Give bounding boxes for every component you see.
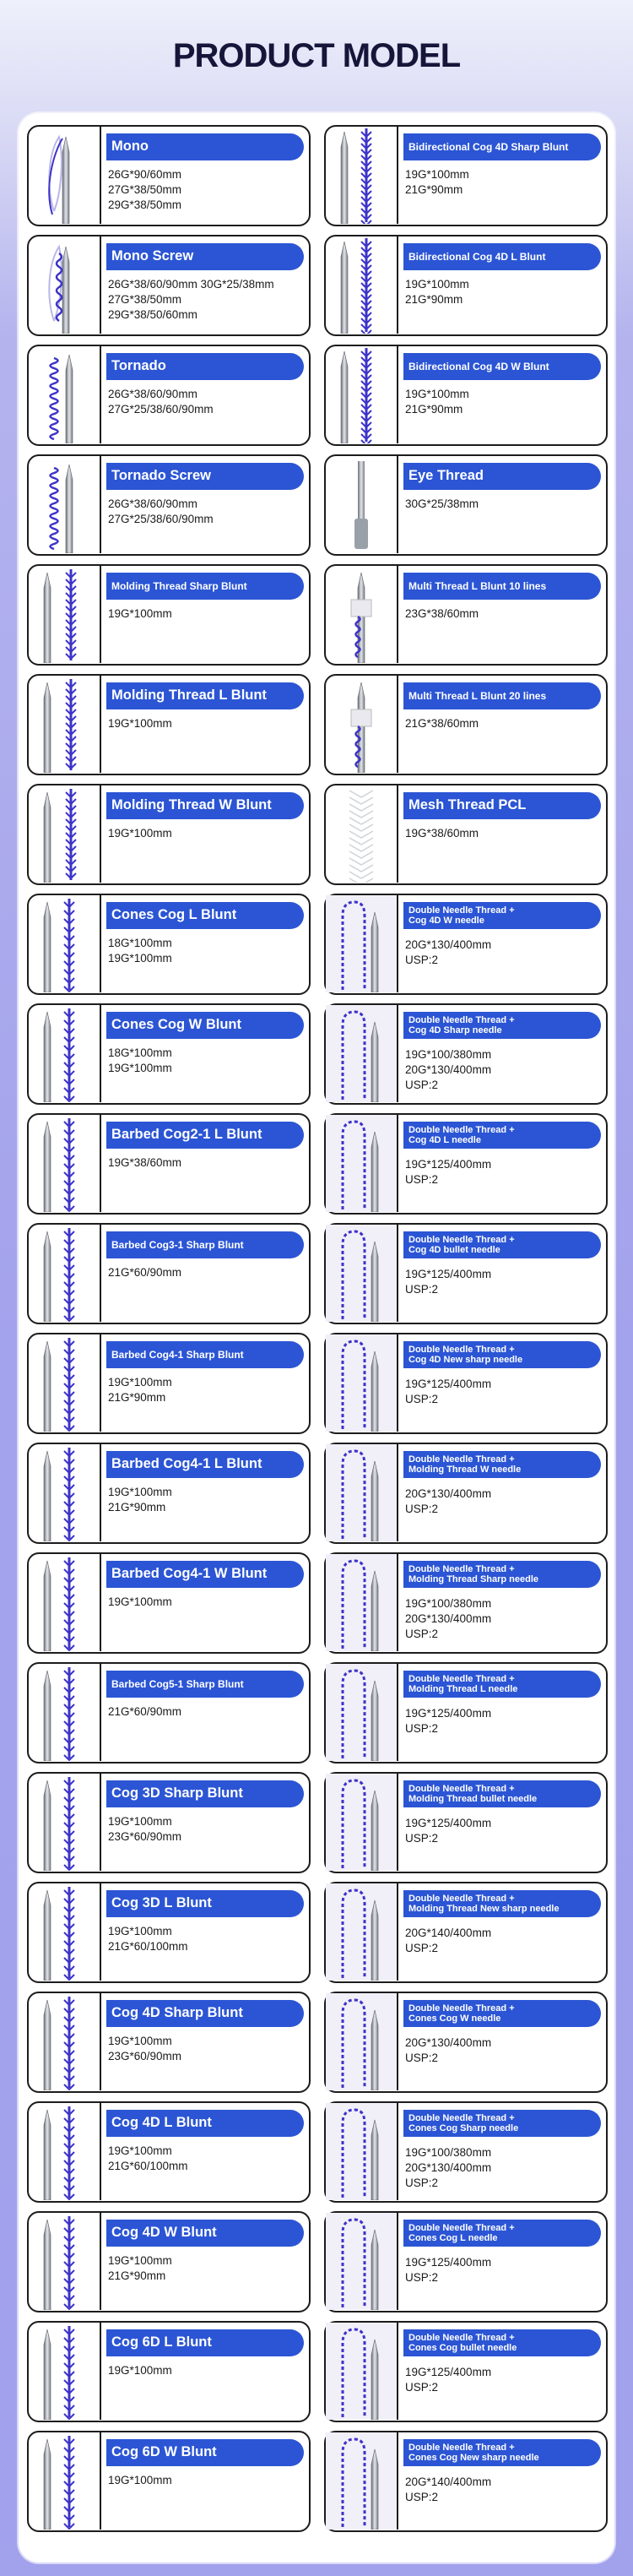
cog-4d-sharp-icon — [29, 1993, 101, 2090]
product-specs — [405, 1596, 608, 1642]
product-name: Mesh Thread PCL — [403, 792, 601, 819]
spec-line: 21G*60/100mm — [108, 2160, 188, 2172]
product-name: Molding Thread L Blunt — [106, 682, 304, 709]
product-panel — [19, 113, 614, 2562]
product-specs — [108, 606, 311, 622]
barbed-cog-w-icon — [29, 1554, 101, 1651]
product-card-cog-6d-w-blunt — [27, 2431, 311, 2532]
barbed-cog-sharp-icon — [29, 1225, 101, 1322]
double-needle-cones-icon — [326, 2103, 398, 2200]
spec-line: 21G*90mm — [405, 293, 463, 306]
double-needle-cog-icon — [326, 895, 398, 992]
spec-line: 19G*100mm — [108, 1376, 172, 1389]
product-name: Double Needle Thread + Molding Thread W needle — [403, 1451, 601, 1478]
product-card-double-needle-thread-molding-thread-l-needle — [324, 1662, 608, 1764]
product-card-barbed-cog2-1-l-blunt — [27, 1113, 311, 1215]
spec-line: 27G*25/38/60/90mm — [108, 513, 214, 525]
spec-line: 19G*100/380mm — [405, 1048, 492, 1061]
product-specs — [405, 1047, 608, 1093]
barbed-cog-l-icon — [29, 1115, 101, 1212]
product-specs — [108, 1046, 311, 1076]
spec-line: 19G*125/400mm — [405, 2256, 492, 2269]
spec-line: 20G*130/400mm — [405, 1612, 492, 1625]
product-card-barbed-cog4-1-l-blunt — [27, 1443, 311, 1544]
multi-thread-10-icon — [326, 566, 398, 663]
product-specs — [405, 1706, 608, 1736]
product-card-cog-4d-w-blunt — [27, 2211, 311, 2312]
product-card-bidirectional-cog-4d-w-blunt — [324, 345, 608, 446]
spec-line: USP:2 — [405, 1942, 439, 1954]
product-specs — [405, 2255, 608, 2285]
product-name: Double Needle Thread + Cones Cog W needle — [403, 2000, 601, 2027]
bidirectional-cog-sharp-icon — [326, 127, 398, 224]
product-specs — [108, 1814, 311, 1845]
product-card-tornado-screw — [27, 454, 311, 556]
spec-line: 19G*125/400mm — [405, 1817, 492, 1829]
product-name: Cog 4D L Blunt — [106, 2110, 304, 2137]
spec-line: 19G*38/60mm — [405, 827, 479, 840]
spec-line: 20G*130/400mm — [405, 1487, 492, 1500]
double-needle-molding-icon — [326, 1774, 398, 1871]
spec-line: 19G*100/380mm — [405, 1597, 492, 1610]
molding-thread-sharp-icon — [29, 566, 101, 663]
product-specs — [405, 1926, 608, 1956]
product-specs — [405, 606, 608, 622]
spec-line: 19G*125/400mm — [405, 1378, 492, 1390]
spec-line: 21G*90mm — [405, 403, 463, 416]
product-name: Double Needle Thread + Cog 4D bullet needle — [403, 1231, 601, 1258]
spec-line: 26G*38/60/90mm — [108, 388, 197, 400]
spec-line: 26G*38/60/90mm — [108, 497, 197, 510]
product-card-cog-4d-l-blunt — [27, 2101, 311, 2203]
spec-line: 19G*100mm — [108, 717, 172, 730]
spec-line: 20G*130/400mm — [405, 1063, 492, 1076]
double-needle-molding-icon — [326, 1664, 398, 1761]
product-name: Barbed Cog5-1 Sharp Blunt — [106, 1671, 304, 1698]
product-specs — [108, 1375, 311, 1405]
double-needle-molding-icon — [326, 1883, 398, 1981]
product-card-double-needle-thread-cog-4d-sharp-needle — [324, 1003, 608, 1105]
cog-4d-l-icon — [29, 2103, 101, 2200]
double-needle-cog-icon — [326, 1225, 398, 1322]
mono-screw-thread-icon — [29, 236, 101, 334]
eye-thread-icon — [326, 456, 398, 553]
product-name: Mono — [106, 133, 304, 160]
product-name: Double Needle Thread + Cog 4D L needle — [403, 1122, 601, 1149]
bidirectional-cog-l-icon — [326, 236, 398, 334]
spec-line: USP:2 — [405, 2177, 439, 2189]
product-card-mono — [27, 125, 311, 226]
spec-line: USP:2 — [405, 2381, 439, 2394]
mesh-thread-icon — [326, 785, 398, 883]
spec-line: 19G*100mm — [108, 2474, 172, 2486]
spec-line: USP:2 — [405, 1832, 439, 1845]
product-card-cones-cog-l-blunt — [27, 894, 311, 995]
product-card-cog-6d-l-blunt — [27, 2321, 311, 2422]
product-name: Double Needle Thread + Cog 4D Sharp needle — [403, 1012, 601, 1039]
spec-line: 30G*25/38mm — [405, 497, 479, 510]
spec-line: 19G*100mm — [108, 607, 172, 620]
product-card-multi-thread-l-blunt-10-lines — [324, 564, 608, 666]
product-name: Double Needle Thread + Cones Cog New sharp needle — [403, 2439, 601, 2466]
barbed-cog-sharp-icon — [29, 1334, 101, 1432]
product-name: Tornado Screw — [106, 463, 304, 490]
spec-line: 21G*90mm — [108, 2269, 166, 2282]
product-name: Barbed Cog3-1 Sharp Blunt — [106, 1231, 304, 1258]
product-card-mono-screw — [27, 235, 311, 336]
product-specs — [108, 1595, 311, 1610]
product-card-eye-thread — [324, 454, 608, 556]
spec-line: 29G*38/50/60mm — [108, 308, 197, 321]
spec-line: 19G*100mm — [108, 1815, 172, 1828]
product-card-double-needle-thread-cones-cog-new-sharp-needle — [324, 2431, 608, 2532]
product-specs — [405, 1377, 608, 1407]
product-specs — [405, 1267, 608, 1297]
spec-line: 19G*38/60mm — [108, 1156, 182, 1169]
spec-line: 23G*60/90mm — [108, 2050, 182, 2062]
product-specs — [405, 277, 608, 307]
product-card-double-needle-thread-cones-cog-bullet-needle — [324, 2321, 608, 2422]
double-needle-molding-icon — [326, 1554, 398, 1651]
spec-line: 23G*38/60mm — [405, 607, 479, 620]
spec-line: USP:2 — [405, 2052, 439, 2064]
spec-line: 19G*100mm — [108, 2254, 172, 2267]
spec-line: 27G*38/50mm — [108, 183, 182, 196]
product-specs — [108, 1924, 311, 1954]
product-card-tornado — [27, 345, 311, 446]
double-needle-cones-icon — [326, 2323, 398, 2420]
spec-line: USP:2 — [405, 1283, 439, 1296]
product-name: Eye Thread — [403, 463, 601, 490]
molding-thread-l-icon — [29, 676, 101, 773]
barbed-cog-sharp-icon — [29, 1664, 101, 1761]
product-card-bidirectional-cog-4d-sharp-blunt — [324, 125, 608, 226]
product-name: Mono Screw — [106, 243, 304, 270]
product-name: Barbed Cog4-1 Sharp Blunt — [106, 1341, 304, 1368]
product-specs — [108, 826, 311, 841]
product-name: Cog 6D L Blunt — [106, 2329, 304, 2356]
product-card-double-needle-thread-cones-cog-l-needle — [324, 2211, 608, 2312]
product-name: Cog 4D Sharp Blunt — [106, 2000, 304, 2027]
product-name: Double Needle Thread + Cones Cog bullet needle — [403, 2329, 601, 2356]
product-name: Cones Cog L Blunt — [106, 902, 304, 929]
product-name: Bidirectional Cog 4D L Blunt — [403, 243, 601, 270]
spec-line: USP:2 — [405, 954, 439, 966]
product-name: Double Needle Thread + Cones Cog L needle — [403, 2220, 601, 2247]
spec-line: 29G*38/50mm — [108, 198, 182, 211]
product-card-cog-3d-sharp-blunt — [27, 1772, 311, 1873]
spec-line: 19G*100mm — [405, 388, 469, 400]
spec-line: 19G*100mm — [108, 2364, 172, 2377]
product-card-double-needle-thread-cog-4d-l-needle — [324, 1113, 608, 1215]
product-name: Molding Thread W Blunt — [106, 792, 304, 819]
product-specs — [108, 2363, 311, 2378]
product-specs — [108, 277, 311, 323]
product-name: Molding Thread Sharp Blunt — [106, 573, 304, 600]
spec-line: USP:2 — [405, 1722, 439, 1735]
product-specs — [405, 167, 608, 198]
product-specs — [108, 387, 311, 417]
double-needle-molding-icon — [326, 1444, 398, 1541]
tornado-thread-icon — [29, 346, 101, 443]
spec-line: 19G*100mm — [108, 2035, 172, 2047]
spec-line: 21G*38/60mm — [405, 717, 479, 730]
product-name: Multi Thread L Blunt 10 lines — [403, 573, 601, 600]
product-name: Double Needle Thread + Cones Cog Sharp needle — [403, 2110, 601, 2137]
product-card-bidirectional-cog-4d-l-blunt — [324, 235, 608, 336]
product-name: Double Needle Thread + Molding Thread bullet needle — [403, 1780, 601, 1807]
product-name: Barbed Cog4-1 W Blunt — [106, 1561, 304, 1588]
spec-line: 21G*60/100mm — [108, 1940, 188, 1953]
spec-line: 26G*90/60mm — [108, 168, 182, 181]
product-card-double-needle-thread-cog-4d-new-sharp-needle — [324, 1333, 608, 1434]
product-name: Cog 3D L Blunt — [106, 1890, 304, 1917]
spec-line: 21G*90mm — [405, 183, 463, 196]
product-specs — [108, 167, 311, 213]
product-name: Cog 3D Sharp Blunt — [106, 1780, 304, 1807]
product-card-molding-thread-l-blunt — [27, 674, 311, 775]
molding-thread-w-icon — [29, 785, 101, 883]
product-specs — [108, 716, 311, 731]
cog-6d-l-icon — [29, 2323, 101, 2420]
product-specs — [405, 2145, 608, 2191]
product-name: Cog 6D W Blunt — [106, 2439, 304, 2466]
product-card-molding-thread-sharp-blunt — [27, 564, 311, 666]
product-name: Double Needle Thread + Molding Thread New sharp needle — [403, 1890, 601, 1917]
spec-line: 19G*100mm — [108, 1925, 172, 1937]
spec-line: USP:2 — [405, 1173, 439, 1186]
product-card-double-needle-thread-cog-4d-bullet-needle — [324, 1223, 608, 1324]
spec-line: 19G*100mm — [108, 1062, 172, 1074]
product-card-mesh-thread-pcl — [324, 784, 608, 885]
spec-line: USP:2 — [405, 1393, 439, 1405]
spec-line: 19G*100/380mm — [405, 2146, 492, 2159]
product-specs — [108, 2473, 311, 2488]
product-specs — [108, 2034, 311, 2064]
product-specs — [405, 716, 608, 731]
cones-cog-w-icon — [29, 1005, 101, 1102]
spec-line: USP:2 — [405, 1503, 439, 1515]
product-name: Double Needle Thread + Molding Thread L needle — [403, 1671, 601, 1698]
spec-line: 19G*125/400mm — [405, 1707, 492, 1720]
cog-6d-w-icon — [29, 2432, 101, 2530]
spec-line: 21G*90mm — [108, 1391, 166, 1404]
product-specs — [405, 937, 608, 968]
spec-line: 23G*60/90mm — [108, 1830, 182, 1843]
spec-line: 27G*38/50mm — [108, 293, 182, 306]
product-card-barbed-cog3-1-sharp-blunt — [27, 1223, 311, 1324]
spec-line: 20G*130/400mm — [405, 2036, 492, 2049]
page-title: PRODUCT MODEL — [172, 37, 461, 74]
spec-line: USP:2 — [405, 1079, 439, 1091]
spec-line: USP:2 — [405, 2491, 439, 2503]
product-specs — [405, 497, 608, 512]
product-specs — [405, 2365, 608, 2395]
product-specs — [405, 2035, 608, 2066]
barbed-cog-l-icon — [29, 1444, 101, 1541]
product-card-double-needle-thread-molding-thread-bullet-needle — [324, 1772, 608, 1873]
multi-thread-20-icon — [326, 676, 398, 773]
product-specs — [108, 497, 311, 527]
spec-line: 19G*100mm — [405, 278, 469, 291]
product-card-barbed-cog4-1-w-blunt — [27, 1552, 311, 1654]
product-card-cones-cog-w-blunt — [27, 1003, 311, 1105]
spec-line: 19G*100mm — [405, 168, 469, 181]
spec-line: USP:2 — [405, 2271, 439, 2284]
product-name: Multi Thread L Blunt 20 lines — [403, 682, 601, 709]
cog-4d-w-icon — [29, 2213, 101, 2310]
mono-thread-icon — [29, 127, 101, 224]
product-name: Cog 4D W Blunt — [106, 2220, 304, 2247]
product-specs — [108, 1265, 311, 1280]
product-name: Cones Cog W Blunt — [106, 1012, 304, 1039]
product-name: Barbed Cog4-1 L Blunt — [106, 1451, 304, 1478]
product-name: Double Needle Thread + Molding Thread Sharp needle — [403, 1561, 601, 1588]
product-name: Tornado — [106, 353, 304, 380]
spec-line: 19G*125/400mm — [405, 1268, 492, 1280]
spec-line: 19G*100mm — [108, 1486, 172, 1498]
product-specs — [405, 1816, 608, 1846]
spec-line: 19G*125/400mm — [405, 1158, 492, 1171]
cog-3d-l-icon — [29, 1883, 101, 1981]
spec-line: 21G*60/90mm — [108, 1266, 182, 1279]
spec-line: 21G*60/90mm — [108, 1705, 182, 1718]
spec-line: 20G*130/400mm — [405, 938, 492, 951]
double-needle-cog-icon — [326, 1115, 398, 1212]
spec-line: 19G*100mm — [108, 952, 172, 965]
spec-line: 18G*100mm — [108, 937, 172, 949]
spec-line: 19G*100mm — [108, 2144, 172, 2157]
product-card-double-needle-thread-molding-thread-w-needle — [324, 1443, 608, 1544]
product-specs — [108, 2144, 311, 2174]
product-card-double-needle-thread-molding-thread-new-sharp-needle — [324, 1882, 608, 1983]
product-specs — [405, 1157, 608, 1187]
product-specs — [405, 1486, 608, 1517]
spec-line: 19G*100mm — [108, 827, 172, 840]
product-name: Barbed Cog2-1 L Blunt — [106, 1122, 304, 1149]
product-name: Double Needle Thread + Cog 4D W needle — [403, 902, 601, 929]
product-name: Bidirectional Cog 4D Sharp Blunt — [403, 133, 601, 160]
product-card-double-needle-thread-molding-thread-sharp-needle — [324, 1552, 608, 1654]
product-card-molding-thread-w-blunt — [27, 784, 311, 885]
spec-line: USP:2 — [405, 1628, 439, 1640]
cones-cog-l-icon — [29, 895, 101, 992]
spec-line: 20G*140/400mm — [405, 2475, 492, 2488]
product-specs — [108, 1704, 311, 1720]
double-needle-cones-icon — [326, 2432, 398, 2530]
product-card-double-needle-thread-cones-cog-w-needle — [324, 1992, 608, 2093]
product-card-double-needle-thread-cog-4d-w-needle — [324, 894, 608, 995]
bidirectional-cog-w-icon — [326, 346, 398, 443]
spec-line: 26G*38/60/90mm 30G*25/38mm — [108, 278, 274, 291]
product-specs — [108, 1485, 311, 1515]
product-card-cog-4d-sharp-blunt — [27, 1992, 311, 2093]
spec-line: 18G*100mm — [108, 1046, 172, 1059]
product-card-barbed-cog4-1-sharp-blunt — [27, 1333, 311, 1434]
tornado-screw-thread-icon — [29, 456, 101, 553]
spec-line: 21G*90mm — [108, 1501, 166, 1514]
product-card-multi-thread-l-blunt-20-lines — [324, 674, 608, 775]
double-needle-cog-icon — [326, 1334, 398, 1432]
product-specs — [405, 826, 608, 841]
double-needle-cones-icon — [326, 1993, 398, 2090]
spec-line: 19G*100mm — [108, 1595, 172, 1608]
double-needle-cog-icon — [326, 1005, 398, 1102]
product-specs — [405, 2475, 608, 2505]
product-specs — [108, 2253, 311, 2284]
product-card-barbed-cog5-1-sharp-blunt — [27, 1662, 311, 1764]
product-name: Bidirectional Cog 4D W Blunt — [403, 353, 601, 380]
double-needle-cones-icon — [326, 2213, 398, 2310]
product-specs — [405, 387, 608, 417]
spec-line: 19G*125/400mm — [405, 2366, 492, 2378]
spec-line: 20G*130/400mm — [405, 2161, 492, 2174]
product-specs — [108, 1155, 311, 1171]
product-card-double-needle-thread-cones-cog-sharp-needle — [324, 2101, 608, 2203]
product-specs — [108, 936, 311, 966]
product-card-cog-3d-l-blunt — [27, 1882, 311, 1983]
spec-line: 20G*140/400mm — [405, 1927, 492, 1939]
product-name: Double Needle Thread + Cog 4D New sharp needle — [403, 1341, 601, 1368]
cog-3d-sharp-icon — [29, 1774, 101, 1871]
spec-line: 27G*25/38/60/90mm — [108, 403, 214, 416]
